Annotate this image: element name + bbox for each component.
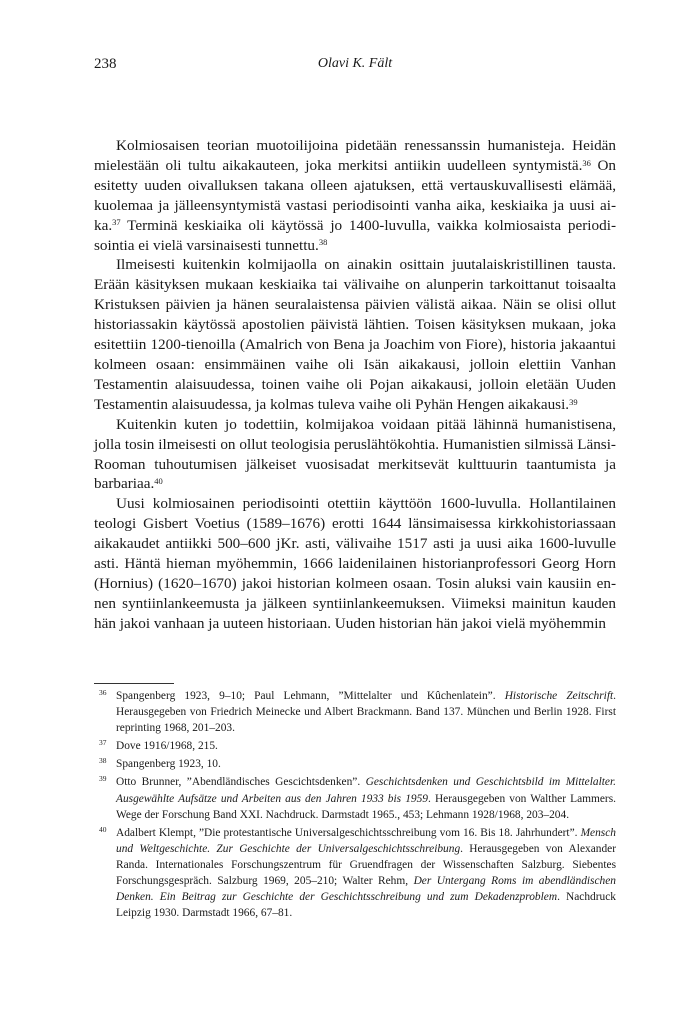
footnote — [94, 738, 616, 754]
footnote-text: Spangenberg 1923, 9–10; Paul Lehmann, ”Mittelalter und Kûchenlatein”. — [116, 690, 505, 702]
footnote-text: . Herausgegeben von Walther Lammers. Wege der Forschung Band XXI. Nachdruck. Darmstadt 1965., 453; Lehmann 1928/1968, 203–204. — [116, 792, 616, 821]
footnote-ref[interactable]: 37 — [112, 217, 121, 228]
footnote-text: Dove 1916/1968, 215. — [116, 740, 218, 753]
footnote-title: Geschichtsdenken und Geschichtsbild im Mittelalter. Ausgewählte Aufsätze und Arbeiten aus den Jahren 1933 bis 1959 — [116, 776, 616, 805]
paragraph — [94, 415, 616, 495]
footnote-title: Mensch und Weltgeschichte. Zur Geschichte der Universalgeschichtsschreibung — [116, 826, 616, 855]
footnote-number: 39 — [99, 774, 107, 784]
footnote — [94, 774, 616, 822]
paragraph — [94, 255, 616, 414]
footnote-ref[interactable]: 39 — [569, 396, 578, 407]
paragraph-text: Kuitenkin kuten jo todettiin, kolmijakoa voidaan pitää lähinnä humanistisena, jolla tosin ilmeisesti on ollut teologisia peruslähtökohtia. Humanistien silmissä Länsi-Rooman tuhoutumisen jälkeiset vuosisadat merkitsevät kulttuurin taantumista ja barbariaa. — [94, 415, 616, 493]
footnote-title: Historische Zeitschrift — [504, 690, 614, 702]
footnote — [94, 825, 616, 922]
footnote-text: . Nachdruck Leipzig 1930. Darmstadt 1966, 67–81. — [116, 891, 616, 920]
footnote-number: 37 — [99, 738, 107, 748]
footnote-text: Spangenberg 1923, 10. — [116, 758, 221, 771]
footnote — [94, 688, 616, 736]
footnote-text: . Herausgegeben von Alexander Randa. Internationales Forschungszentrum für Gruendfragen der Wissenschaften Salzburg. Siebentes Forschungsgespräch. Salzburg 1969, 205–210; Walter Rehm, — [116, 842, 616, 888]
footnote-divider — [94, 683, 174, 684]
running-title: Olavi K. Fält — [317, 56, 393, 71]
page-number: 238 — [94, 56, 117, 72]
paragraph-text: Kolmiosaisen teorian muotoilijoina pidetään renessanssin humanisteja. Heidän mielestään oli tultu aikakauteen, joka merkitsi antiikin uudelleen syntymistä. — [94, 137, 616, 174]
footnote-ref[interactable]: 38 — [318, 237, 328, 248]
body-text — [94, 136, 616, 634]
footnote-text: Adalbert Klempt, ”Die protestantische Universalgeschichtsschreibung vom 16. Bis 18. Jahrhundert”. — [116, 826, 581, 839]
footnote-text: Otto Brunner, ”Abendländisches Gescichtsdenken”. — [116, 776, 366, 789]
running-head — [94, 56, 616, 74]
paragraph-text: Terminä keskiaika oli käytössä jo 1400-luvulla, vaikka kolmiosaista periodisointia ei vielä varsinaisesti tunnettu. — [94, 216, 616, 254]
footnote-number: 38 — [99, 756, 107, 766]
footnote-number: 36 — [99, 688, 107, 697]
paragraph-text: Ilmeisesti kuitenkin kolmijaolla on ainakin osittain juutalaiskristillinen tausta. Erään käsityksen mukaan keskiaika tai välivaihe on alunperin tarkoittanut toisaalta Kristuksen päivien ja hänen seuralaistensa päivien välistä aikaa. Näin se olisi ollut historiassakin käytössä apostolien päivistä lähtien. Toisen käsityksen mukaan, joka esitettiin 1200-tienoilla (Amalrich von Bena ja Joachim von Fiore), historia jakaantui kolmeen osaan: ensimmäinen vaihe oli Isän aikakausi, jolloin elettiin Vanhan Testamentin alaisuudessa, toinen vaihe oli Pojan aikakausi, jolloin eletään Uuden Testamentin alaisuudessa, ja kolmas tuleva vaihe oli Pyhän Hengen aikakausi. — [94, 256, 616, 413]
footnote-title: Der Untergang Roms im abendländischen Denken. Ein Beitrag zur Geschichte der Geschichtsschreibung und zum Dekadenzproblem — [116, 875, 616, 904]
footnotes — [94, 688, 616, 923]
paragraph — [94, 136, 616, 255]
footnote-text: . Herausgegeben von Friedrich Meinecke und Albert Brackmann. Band 137. München und Berlin 1928. First reprinting 1968, 201–203. — [116, 690, 617, 735]
footnote-ref[interactable]: 36 — [582, 157, 591, 168]
footnote-number: 40 — [99, 824, 107, 834]
footnote — [94, 756, 616, 772]
paragraph — [94, 494, 616, 633]
paragraph-text: On esitetty uuden oivalluksen takana olleen ajatuksen, että vertauskuvallisesti elämää, kuolemaa ja jälleensyntymistä vastasi periodisointi vanha aika, keskiaika ja uusi aika. — [94, 156, 617, 234]
paragraph-text: Uusi kolmiosainen periodisointi otettiin käyttöön 1600-luvulla. Hollantilainen teologi Gisbert Voetius (1589–1676) erotti 1644 länsimaisessa kirkkohistoriassaan aikakaudet antiikki 500–600 jKr. asti, välivaihe 1517 asti ja uusi aika 1600-luvulle asti. Häntä hieman myöhemmin, 1666 laidenilainen historianprofessori Georg Horn (Hornius) (1620–1670) jakoi historian kolmeen osaan. Tosin aluksi vain kausiin ennen syntiinlankeemusta ja jälkeen syntiinlankeemuksen. Viimeksi mainitun kauden hän jakoi vanhaan ja uuteen historiaan. Uuden historian hän jakoi vielä myöhemmin — [94, 495, 616, 632]
footnote-ref[interactable]: 40 — [154, 476, 163, 487]
